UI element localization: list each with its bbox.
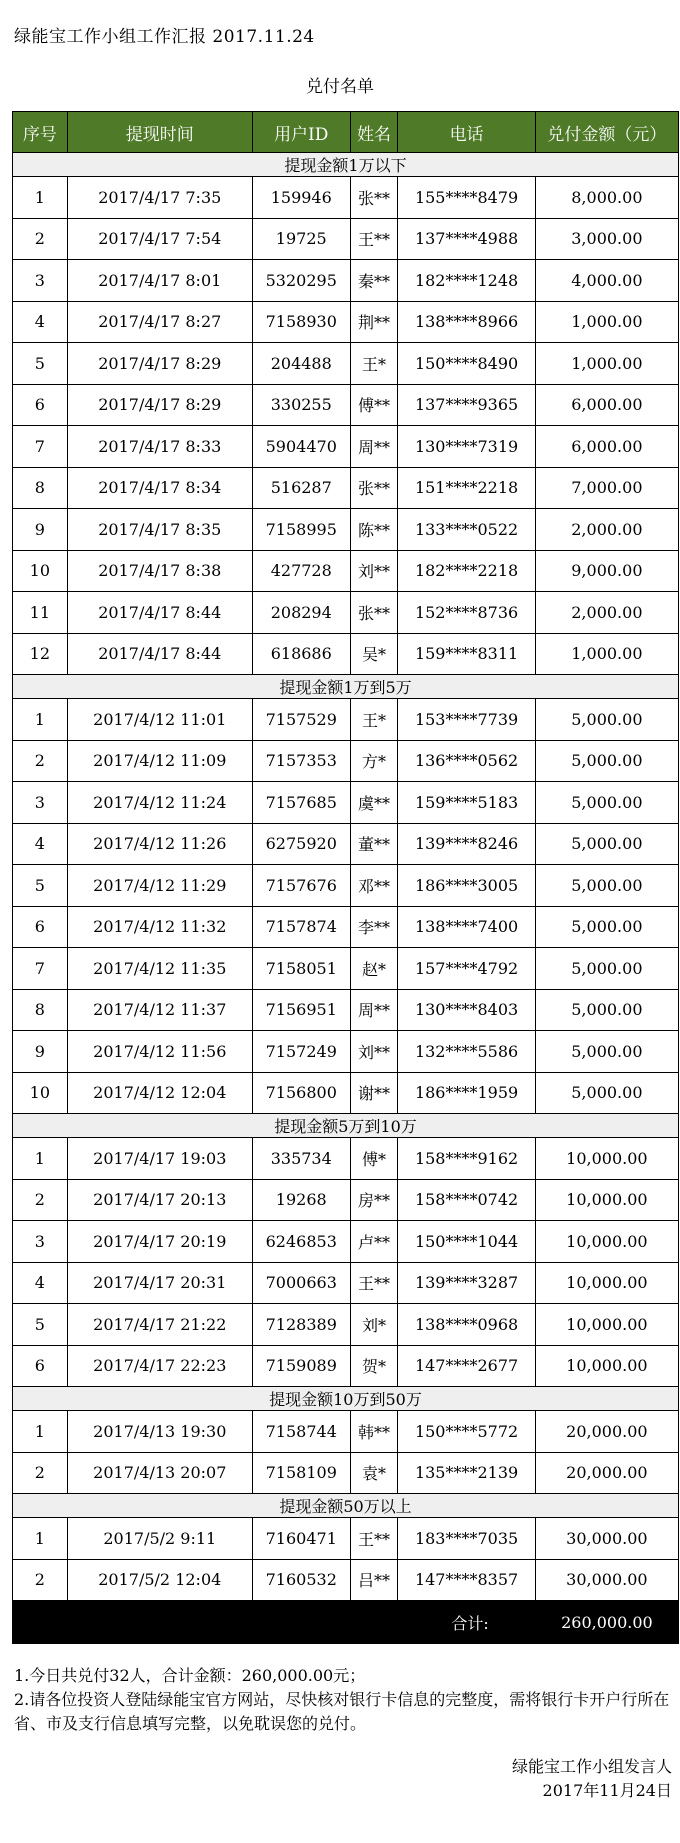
user-id-cell: 7158109 [252, 1452, 350, 1494]
user-name-cell: 贺* [350, 1345, 398, 1387]
phone-cell: 159****8311 [398, 633, 535, 675]
withdraw-time-cell: 2017/4/17 7:54 [67, 218, 252, 260]
row-index-cell: 6 [13, 906, 68, 948]
phone-cell: 186****1959 [398, 1072, 535, 1114]
user-name-cell: 李** [350, 906, 398, 948]
amount-cell: 1,000.00 [535, 633, 678, 675]
withdraw-time-cell: 2017/4/12 11:37 [67, 989, 252, 1031]
phone-cell: 132****5586 [398, 1031, 535, 1073]
table-row [13, 1262, 679, 1304]
table-row [13, 301, 679, 343]
withdraw-time-cell: 2017/4/17 8:01 [67, 260, 252, 302]
amount-cell: 5,000.00 [535, 1031, 678, 1073]
row-index-cell: 2 [13, 1559, 68, 1601]
phone-cell: 155****8479 [398, 177, 535, 219]
row-index-cell: 1 [13, 1138, 68, 1180]
withdraw-time-cell: 2017/4/12 11:24 [67, 782, 252, 824]
row-index-cell: 8 [13, 989, 68, 1031]
note-1: 1.今日共兑付32人，合计金额：260,000.00元； [14, 1666, 366, 1685]
row-index-cell: 5 [13, 343, 68, 385]
withdraw-time-cell: 2017/4/17 8:29 [67, 384, 252, 426]
amount-cell: 1,000.00 [535, 343, 678, 385]
phone-cell: 182****1248 [398, 260, 535, 302]
table-row [13, 550, 679, 592]
phone-cell: 133****0522 [398, 509, 535, 551]
user-id-cell: 19725 [252, 218, 350, 260]
withdraw-time-cell: 2017/4/17 22:23 [67, 1345, 252, 1387]
user-id-cell: 159946 [252, 177, 350, 219]
phone-cell: 137****9365 [398, 384, 535, 426]
report-title: 绿能宝工作小组工作汇报 2017.11.24 [14, 27, 315, 47]
table-row [13, 865, 679, 907]
withdraw-time-cell: 2017/4/13 19:30 [67, 1411, 252, 1453]
withdraw-time-cell: 2017/4/12 11:29 [67, 865, 252, 907]
phone-cell: 137****4988 [398, 218, 535, 260]
table-row [13, 1518, 679, 1560]
row-index-cell: 6 [13, 384, 68, 426]
amount-cell: 10,000.00 [535, 1262, 678, 1304]
table-row [13, 1031, 679, 1073]
phone-cell: 182****2218 [398, 550, 535, 592]
user-name-cell: 张** [350, 177, 398, 219]
user-name-cell: 卢** [350, 1221, 398, 1263]
user-id-cell: 7157874 [252, 906, 350, 948]
section-header-row [13, 1387, 679, 1411]
amount-cell: 30,000.00 [535, 1518, 678, 1560]
amount-cell: 5,000.00 [535, 740, 678, 782]
amount-cell: 5,000.00 [535, 948, 678, 990]
user-id-cell: 7157529 [252, 699, 350, 741]
section-header-row [13, 675, 679, 699]
withdraw-time-cell: 2017/4/17 8:38 [67, 550, 252, 592]
row-index-cell: 11 [13, 592, 68, 634]
table-row [13, 509, 679, 551]
user-id-cell: 19268 [252, 1179, 350, 1221]
user-id-cell: 7158930 [252, 301, 350, 343]
user-id-cell: 7128389 [252, 1304, 350, 1346]
user-name-cell: 王** [350, 1262, 398, 1304]
row-index-cell: 4 [13, 823, 68, 865]
phone-cell: 152****8736 [398, 592, 535, 634]
user-id-cell: 7156951 [252, 989, 350, 1031]
user-name-cell: 陈** [350, 509, 398, 551]
amount-cell: 5,000.00 [535, 989, 678, 1031]
table-row [13, 426, 679, 468]
user-id-cell: 7157249 [252, 1031, 350, 1073]
withdraw-time-cell: 2017/4/12 11:26 [67, 823, 252, 865]
amount-cell: 1,000.00 [535, 301, 678, 343]
phone-cell: 136****0562 [398, 740, 535, 782]
signature-org: 绿能宝工作小组发言人 [511, 1757, 672, 1776]
column-header-time: 提现时间 [67, 112, 252, 153]
user-id-cell: 5904470 [252, 426, 350, 468]
withdraw-time-cell: 2017/4/17 19:03 [67, 1138, 252, 1180]
table-row [13, 384, 679, 426]
phone-cell: 159****5183 [398, 782, 535, 824]
table-row [13, 1138, 679, 1180]
row-index-cell: 1 [13, 1411, 68, 1453]
phone-cell: 153****7739 [398, 699, 535, 741]
row-index-cell: 9 [13, 1031, 68, 1073]
total-label: 合计: [13, 1601, 536, 1644]
table-row [13, 823, 679, 865]
user-id-cell: 330255 [252, 384, 350, 426]
table-row [13, 1221, 679, 1263]
column-header-name: 姓名 [350, 112, 398, 153]
amount-cell: 10,000.00 [535, 1345, 678, 1387]
amount-cell: 5,000.00 [535, 782, 678, 824]
amount-cell: 30,000.00 [535, 1559, 678, 1601]
section-header-row [13, 1494, 679, 1518]
row-index-cell: 4 [13, 1262, 68, 1304]
table-row [13, 948, 679, 990]
table-row [13, 343, 679, 385]
user-name-cell: 王* [350, 343, 398, 385]
amount-cell: 5,000.00 [535, 865, 678, 907]
table-row [13, 906, 679, 948]
amount-cell: 9,000.00 [535, 550, 678, 592]
amount-cell: 6,000.00 [535, 384, 678, 426]
row-index-cell: 3 [13, 260, 68, 302]
amount-cell: 20,000.00 [535, 1452, 678, 1494]
user-id-cell: 7160471 [252, 1518, 350, 1560]
total-row [13, 1601, 679, 1644]
user-id-cell: 7000663 [252, 1262, 350, 1304]
row-index-cell: 1 [13, 1518, 68, 1560]
signature [512, 1755, 672, 1803]
withdraw-time-cell: 2017/4/17 21:22 [67, 1304, 252, 1346]
withdraw-time-cell: 2017/4/12 12:04 [67, 1072, 252, 1114]
user-name-cell: 王** [350, 1518, 398, 1560]
user-id-cell: 6246853 [252, 1221, 350, 1263]
user-id-cell: 335734 [252, 1138, 350, 1180]
user-name-cell: 赵* [350, 948, 398, 990]
user-name-cell: 董** [350, 823, 398, 865]
row-index-cell: 9 [13, 509, 68, 551]
amount-cell: 5,000.00 [535, 1072, 678, 1114]
user-id-cell: 7160532 [252, 1559, 350, 1601]
user-id-cell: 7158744 [252, 1411, 350, 1453]
row-index-cell: 7 [13, 948, 68, 990]
user-name-cell: 吴* [350, 633, 398, 675]
column-header-phone: 电话 [398, 112, 535, 153]
amount-cell: 10,000.00 [535, 1179, 678, 1221]
column-header-user-id: 用户ID [252, 112, 350, 153]
user-id-cell: 7157685 [252, 782, 350, 824]
table-row [13, 1345, 679, 1387]
phone-cell: 186****3005 [398, 865, 535, 907]
phone-cell: 138****7400 [398, 906, 535, 948]
section-header-row [13, 1114, 679, 1138]
row-index-cell: 1 [13, 177, 68, 219]
user-id-cell: 7158051 [252, 948, 350, 990]
withdraw-time-cell: 2017/4/17 20:19 [67, 1221, 252, 1263]
section-label: 提现金额1万以下 [13, 153, 679, 177]
user-id-cell: 7158995 [252, 509, 350, 551]
user-name-cell: 邓** [350, 865, 398, 907]
row-index-cell: 2 [13, 740, 68, 782]
user-id-cell: 208294 [252, 592, 350, 634]
withdraw-time-cell: 2017/4/17 7:35 [67, 177, 252, 219]
withdraw-time-cell: 2017/5/2 12:04 [67, 1559, 252, 1601]
phone-cell: 130****8403 [398, 989, 535, 1031]
table-row [13, 467, 679, 509]
table-row [13, 1304, 679, 1346]
user-id-cell: 5320295 [252, 260, 350, 302]
row-index-cell: 1 [13, 699, 68, 741]
amount-cell: 8,000.00 [535, 177, 678, 219]
user-id-cell: 7157353 [252, 740, 350, 782]
user-id-cell: 427728 [252, 550, 350, 592]
user-id-cell: 7157676 [252, 865, 350, 907]
phone-cell: 158****9162 [398, 1138, 535, 1180]
withdraw-time-cell: 2017/4/13 20:07 [67, 1452, 252, 1494]
user-name-cell: 傅** [350, 384, 398, 426]
table-row [13, 177, 679, 219]
row-index-cell: 3 [13, 782, 68, 824]
user-name-cell: 袁* [350, 1452, 398, 1494]
table-body [13, 153, 679, 1601]
table-row [13, 218, 679, 260]
amount-cell: 2,000.00 [535, 509, 678, 551]
amount-cell: 2,000.00 [535, 592, 678, 634]
table-row [13, 1072, 679, 1114]
phone-cell: 135****2139 [398, 1452, 535, 1494]
row-index-cell: 3 [13, 1221, 68, 1263]
user-name-cell: 刘** [350, 1031, 398, 1073]
table-row [13, 1179, 679, 1221]
user-id-cell: 516287 [252, 467, 350, 509]
section-label: 提现金额50万以上 [13, 1494, 679, 1518]
phone-cell: 138****0968 [398, 1304, 535, 1346]
withdraw-time-cell: 2017/4/12 11:35 [67, 948, 252, 990]
row-index-cell: 6 [13, 1345, 68, 1387]
user-name-cell: 秦** [350, 260, 398, 302]
user-name-cell: 谢** [350, 1072, 398, 1114]
amount-cell: 5,000.00 [535, 823, 678, 865]
withdraw-time-cell: 2017/4/17 8:44 [67, 592, 252, 634]
row-index-cell: 2 [13, 1452, 68, 1494]
user-id-cell: 7156800 [252, 1072, 350, 1114]
user-name-cell: 傅* [350, 1138, 398, 1180]
row-index-cell: 10 [13, 1072, 68, 1114]
withdraw-time-cell: 2017/4/12 11:09 [67, 740, 252, 782]
row-index-cell: 10 [13, 550, 68, 592]
amount-cell: 10,000.00 [535, 1221, 678, 1263]
user-name-cell: 刘* [350, 1304, 398, 1346]
user-name-cell: 吕** [350, 1559, 398, 1601]
amount-cell: 4,000.00 [535, 260, 678, 302]
phone-cell: 139****8246 [398, 823, 535, 865]
withdraw-time-cell: 2017/4/17 20:13 [67, 1179, 252, 1221]
table-row [13, 740, 679, 782]
phone-cell: 157****4792 [398, 948, 535, 990]
row-index-cell: 2 [13, 1179, 68, 1221]
amount-cell: 6,000.00 [535, 426, 678, 468]
withdraw-time-cell: 2017/4/17 8:35 [67, 509, 252, 551]
phone-cell: 183****7035 [398, 1518, 535, 1560]
phone-cell: 150****5772 [398, 1411, 535, 1453]
row-index-cell: 2 [13, 218, 68, 260]
table-header-row [13, 112, 679, 153]
withdraw-time-cell: 2017/4/17 8:29 [67, 343, 252, 385]
withdraw-time-cell: 2017/4/17 8:34 [67, 467, 252, 509]
user-id-cell: 7159089 [252, 1345, 350, 1387]
user-name-cell: 荆** [350, 301, 398, 343]
user-name-cell: 张** [350, 592, 398, 634]
phone-cell: 151****2218 [398, 467, 535, 509]
user-name-cell: 方* [350, 740, 398, 782]
phone-cell: 158****0742 [398, 1179, 535, 1221]
section-label: 提现金额10万到50万 [13, 1387, 679, 1411]
phone-cell: 139****3287 [398, 1262, 535, 1304]
section-header-row [13, 153, 679, 177]
user-name-cell: 张** [350, 467, 398, 509]
user-name-cell: 房** [350, 1179, 398, 1221]
row-index-cell: 8 [13, 467, 68, 509]
notes [14, 1664, 674, 1736]
withdraw-time-cell: 2017/4/12 11:56 [67, 1031, 252, 1073]
phone-cell: 138****8966 [398, 301, 535, 343]
withdraw-time-cell: 2017/4/12 11:01 [67, 699, 252, 741]
user-name-cell: 虞** [350, 782, 398, 824]
amount-cell: 10,000.00 [535, 1304, 678, 1346]
table-row [13, 260, 679, 302]
withdraw-time-cell: 2017/4/12 11:32 [67, 906, 252, 948]
amount-cell: 5,000.00 [535, 699, 678, 741]
table-row [13, 633, 679, 675]
user-name-cell: 王** [350, 218, 398, 260]
user-id-cell: 6275920 [252, 823, 350, 865]
phone-cell: 150****8490 [398, 343, 535, 385]
phone-cell: 147****2677 [398, 1345, 535, 1387]
withdraw-time-cell: 2017/4/17 8:33 [67, 426, 252, 468]
user-name-cell: 周** [350, 989, 398, 1031]
table-row [13, 699, 679, 741]
payout-table [12, 111, 679, 1644]
user-id-cell: 204488 [252, 343, 350, 385]
amount-cell: 3,000.00 [535, 218, 678, 260]
user-name-cell: 刘** [350, 550, 398, 592]
list-title: 兑付名单 [306, 77, 374, 97]
signature-date: 2017年11月24日 [542, 1781, 672, 1800]
withdraw-time-cell: 2017/4/17 8:44 [67, 633, 252, 675]
user-name-cell: 周** [350, 426, 398, 468]
user-name-cell: 王* [350, 699, 398, 741]
column-header-index: 序号 [13, 112, 68, 153]
row-index-cell: 5 [13, 1304, 68, 1346]
section-label: 提现金额1万到5万 [13, 675, 679, 699]
table-row [13, 782, 679, 824]
user-name-cell: 韩** [350, 1411, 398, 1453]
table-row [13, 592, 679, 634]
phone-cell: 150****1044 [398, 1221, 535, 1263]
total-value: 260,000.00 [535, 1601, 678, 1644]
amount-cell: 5,000.00 [535, 906, 678, 948]
phone-cell: 130****7319 [398, 426, 535, 468]
amount-cell: 7,000.00 [535, 467, 678, 509]
table-row [13, 1452, 679, 1494]
row-index-cell: 7 [13, 426, 68, 468]
user-id-cell: 618686 [252, 633, 350, 675]
table-row [13, 1559, 679, 1601]
withdraw-time-cell: 2017/5/2 9:11 [67, 1518, 252, 1560]
row-index-cell: 4 [13, 301, 68, 343]
row-index-cell: 12 [13, 633, 68, 675]
row-index-cell: 5 [13, 865, 68, 907]
withdraw-time-cell: 2017/4/17 20:31 [67, 1262, 252, 1304]
phone-cell: 147****8357 [398, 1559, 535, 1601]
table-row [13, 1411, 679, 1453]
withdraw-time-cell: 2017/4/17 8:27 [67, 301, 252, 343]
amount-cell: 20,000.00 [535, 1411, 678, 1453]
table-row [13, 989, 679, 1031]
note-2: 2.请各位投资人登陆绿能宝官方网站，尽快核对银行卡信息的完整度，需将银行卡开户行所在省、市及支行信息填写完整，以免耽误您的兑付。 [14, 1690, 670, 1733]
amount-cell: 10,000.00 [535, 1138, 678, 1180]
column-header-amount: 兑付金额（元） [535, 112, 678, 153]
section-label: 提现金额5万到10万 [13, 1114, 679, 1138]
